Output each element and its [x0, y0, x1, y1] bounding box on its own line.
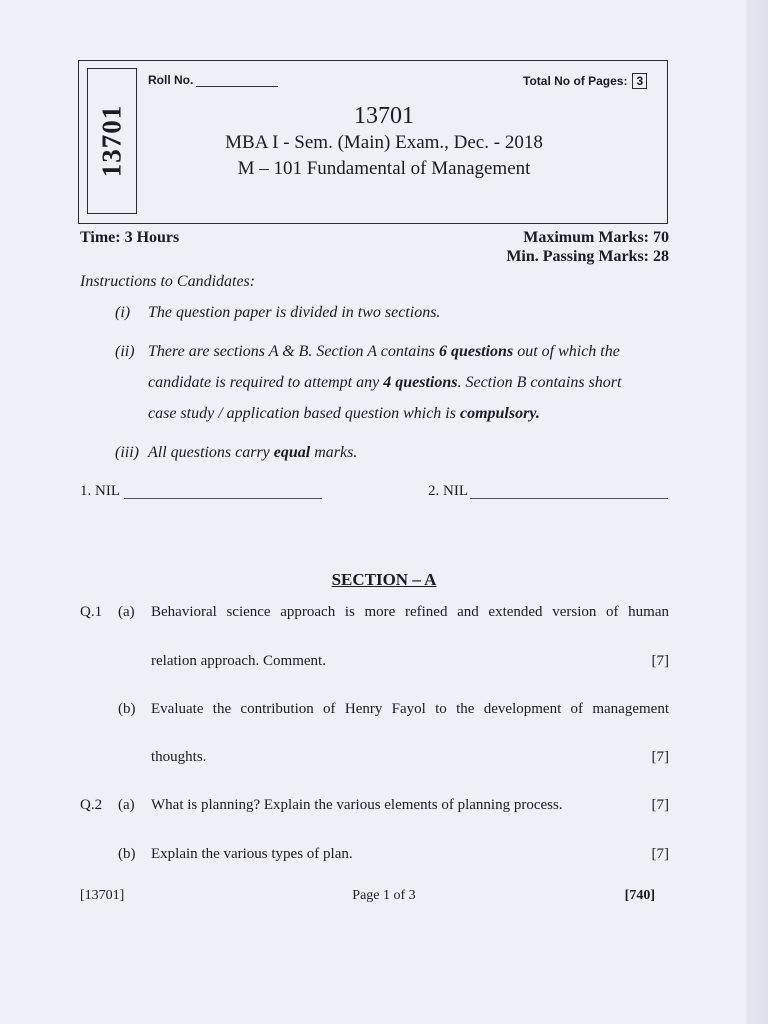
footer-page-number: Page 1 of 3 — [352, 888, 416, 903]
question-text: Explain the various types of plan. — [151, 846, 353, 862]
instruction-text: The question paper is divided in two sections. — [148, 304, 441, 321]
total-pages-value: 3 — [632, 73, 647, 89]
question-marks: [7] — [651, 749, 669, 765]
roll-number-label: Roll No. — [148, 73, 194, 87]
instruction-line: case study / application based question which is compulsory. — [148, 405, 540, 422]
question-number: Q.2 — [80, 797, 103, 813]
instruction-num: (i) — [115, 304, 131, 321]
section-a-title: SECTION – A — [331, 570, 437, 589]
max-marks: Maximum Marks: 70 — [523, 229, 669, 246]
total-pages-label: Total No of Pages: — [523, 74, 628, 88]
question-marks: [7] — [651, 653, 669, 669]
question-number: Q.1 — [80, 604, 103, 620]
instruction-line: There are sections A & B. Section A contains 6 questions out of which the — [148, 343, 620, 360]
roll-number-blank — [196, 76, 278, 87]
footer-copies: [740] — [624, 888, 655, 903]
material-1-line — [124, 498, 322, 499]
question-part-label: (a) — [118, 604, 135, 620]
question-text: Evaluate the contribution of Henry Fayol to the development of management — [151, 701, 669, 717]
instruction-num: (ii) — [115, 343, 135, 360]
question-text: thoughts. — [151, 749, 207, 765]
subject-title: M – 101 Fundamental of Management — [237, 158, 531, 179]
min-passing-marks: Min. Passing Marks: 28 — [506, 248, 669, 265]
question-part-label: (b) — [118, 701, 136, 717]
instruction-num: (iii) — [115, 444, 139, 461]
roll-number-field — [148, 73, 278, 87]
footer-paper-code: [13701] — [80, 888, 125, 903]
instructions-title: Instructions to Candidates: — [80, 273, 256, 290]
exam-title: MBA I - Sem. (Main) Exam., Dec. - 2018 — [225, 132, 543, 153]
total-pages — [523, 73, 647, 89]
question-marks: [7] — [651, 846, 669, 862]
material-2: 2. NIL — [428, 483, 468, 499]
question-part-label: (b) — [118, 846, 136, 862]
instruction-text: All questions carry equal marks. — [148, 444, 358, 461]
paper-code-title: 13701 — [354, 103, 414, 129]
question-part-label: (a) — [118, 797, 135, 813]
question-marks: [7] — [651, 797, 669, 813]
question-text: Behavioral science approach is more refined and extended version of human — [151, 604, 669, 620]
paper-code-vertical: 13701 — [96, 104, 127, 178]
question-text: What is planning? Explain the various elements of planning process. — [151, 797, 563, 813]
instruction-line: candidate is required to attempt any 4 questions. Section B contains short — [148, 374, 622, 391]
exam-time: Time: 3 Hours — [80, 229, 180, 246]
material-2-line — [470, 498, 668, 499]
question-text: relation approach. Comment. — [151, 653, 326, 669]
material-1: 1. NIL — [80, 483, 120, 499]
